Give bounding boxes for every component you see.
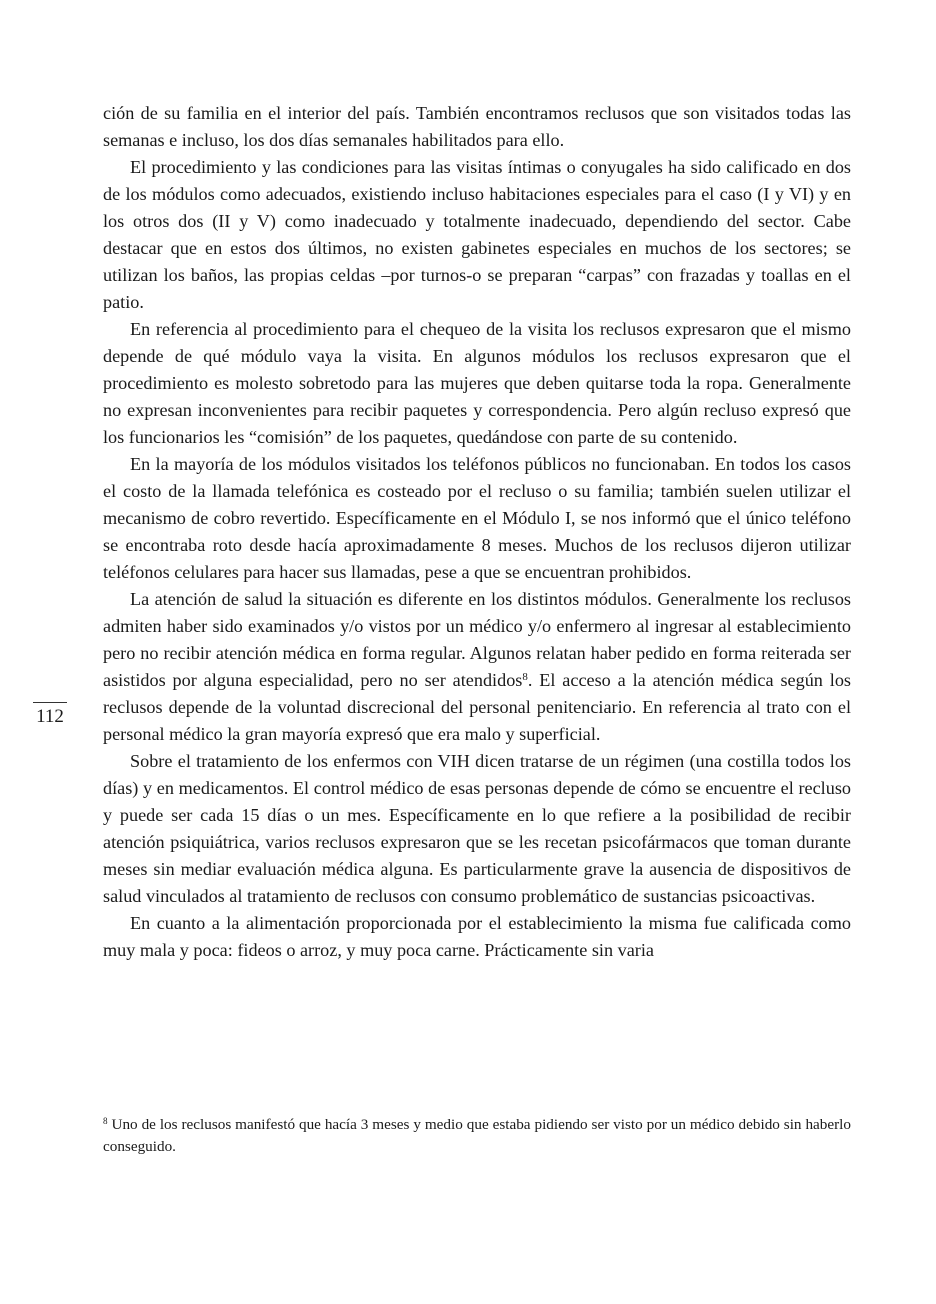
- paragraph-health: [103, 586, 851, 748]
- footnote-number: 8: [103, 1115, 108, 1126]
- page-number: 112: [36, 706, 64, 727]
- paragraph-hiv-treatment: Sobre el tratamiento de los enfermos con VIH dicen tratarse de un régimen (una costilla todos los días) y en medicamentos. El control médico de esas personas depende de cómo se encuentre el recluso y puede ser cada 15 días o un mes. Específicamente en lo que refiere a la posibilidad de recibir atención psiquiátrica, varios reclusos expresaron que se les recetan psicofármacos que toman durante meses sin mediar evaluación médica alguna. Es particularmente grave la ausencia de dispositivos de salud vinculados al tratamiento de reclusos con consumo problemático de sustancias psicoactivas.: [103, 751, 851, 906]
- page-number-rule: [33, 702, 67, 703]
- footnote-entry: [103, 1114, 851, 1158]
- footnote-reference: 8: [522, 671, 528, 683]
- footnote: [103, 1114, 851, 1158]
- paragraph-visit-check: En referencia al procedimiento para el chequeo de la visita los reclusos expresaron que el mismo depende de qué módulo vaya la visita. En algunos módulos los reclusos expresaron que el procedimiento es molesto sobretodo para las mujeres que deben quitarse toda la ropa. Generalmente no expresan inconvenientes para recibir paquetes y correspondencia. Pero algún recluso expresó que los funcionarios les “comisión” de los paquetes, quedándose con parte de su contenido.: [103, 319, 851, 447]
- paragraph-visits-continued: ción de su familia en el interior del país. También encontramos reclusos que son visitados todas las semanas e incluso, los dos días semanales habilitados para ello.: [103, 103, 851, 150]
- health-text-before-note: La atención de salud la situación es diferente en los distintos módulos. Generalmente los reclusos admiten haber sido examinados y/o vistos por un médico y/o enfermero al ingresar al establecimiento pero no recibir atención médica en forma regular. Algunos relatan haber pedido en forma reiterada ser asistidos por alguna especialidad, pero no ser atendidos: [103, 589, 851, 690]
- body-text: [103, 100, 851, 964]
- footnote-text: Uno de los reclusos manifestó que hacía 3 meses y medio que estaba pidiendo ser visto por un médico debido sin haberlo conseguido.: [103, 1116, 851, 1155]
- paragraph-food: En cuanto a la alimentación proporcionada por el establecimiento la misma fue calificada como muy mala y poca: fideos o arroz, y muy poca carne. Prácticamente sin varia: [103, 913, 851, 960]
- paragraph-intimate-visits: El procedimiento y las condiciones para las visitas íntimas o conyugales ha sido calificado en dos de los módulos como adecuados, existiendo incluso habitaciones especiales para el caso (I y VI) y en los otros dos (II y V) como inadecuado y totalmente inadecuado, dependiendo del sector. Cabe destacar que en estos dos últimos, no existen gabinetes especiales en muchos de los sectores; se utilizan los baños, las propias celdas –por turnos-o se preparan “carpas” con frazadas y toallas en el patio.: [103, 157, 851, 312]
- health-text-after-note: . El acceso a la atención médica según los reclusos depende de la voluntad discrecional del personal penitenciario. En referencia al trato con el personal médico la gran mayoría expresó que era malo y superficial.: [103, 670, 851, 744]
- paragraph-telephones: En la mayoría de los módulos visitados los teléfonos públicos no funcionaban. En todos los casos el costo de la llamada telefónica es costeado por el recluso o su familia; también suelen utilizar el mecanismo de cobro revertido. Específicamente en el Módulo I, se nos informó que el único teléfono se encontraba roto desde hacía aproximadamente 8 meses. Muchos de los reclusos dijeron utilizar teléfonos celulares para hacer sus llamadas, pese a que se encuentran prohibidos.: [103, 454, 851, 582]
- page-number-marker: [33, 702, 67, 729]
